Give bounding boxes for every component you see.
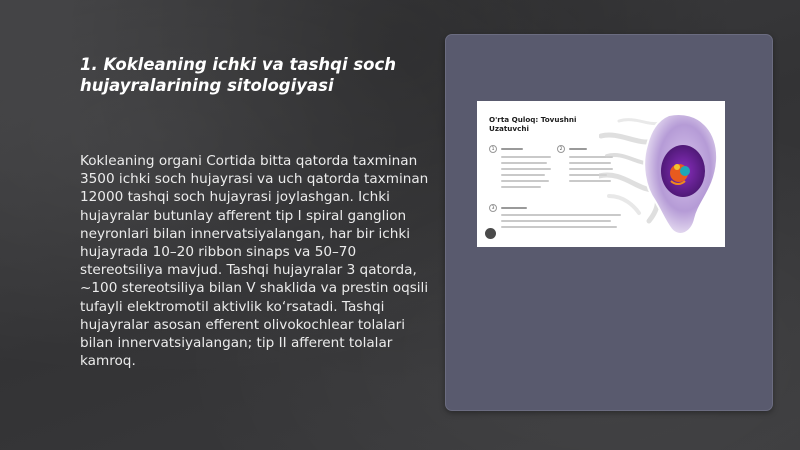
- slide-body-text: Kokleaning organi Cortida bitta qatorda taxminan 3500 ichki soch hujayrasi va uch qatorda taxminan 12000 tashqi soch hujayrasi joylashgan. Ichki hujayralar butunlay afferent tip I spiral ganglion neyronlari bilan innervatsiyalangan, har bir ichki hujayrada 10–20 ribbon sinaps va 50–70 stereotsiliya mavjud. Tashqi hujayralar 3 qatorda, ~100 stereotsiliya bilan V shaklida va prestin oqsili tufayli elektromotil aktivlik ko‘rsatadi. Tashqi hujayralar asosan efferent olivokochlear tolalari bilan innervatsiyalangan; tip II afferent tolalar kamroq.: [80, 153, 429, 370]
- image-panel: [445, 34, 773, 411]
- text-line: [501, 220, 611, 222]
- embedded-slide-image: [477, 101, 725, 247]
- text-line: [501, 174, 545, 176]
- slide-title: 1. Kokleaning ichki va tashqi soch hujayralarining sitologiyasi: [80, 55, 397, 95]
- text-line: [501, 162, 547, 164]
- section-number-3: 3: [489, 204, 497, 212]
- text-line: [501, 168, 551, 170]
- section-number-1: 1: [489, 145, 497, 153]
- logo-icon: [485, 228, 496, 239]
- ear-illustration-icon: [599, 101, 725, 247]
- embedded-slide-title: O'rta Quloq: Tovushni Uzatuvchi: [489, 115, 577, 133]
- text-line: [501, 148, 523, 150]
- section-number-2: 2: [557, 145, 565, 153]
- text-line: [501, 156, 551, 158]
- text-line: [569, 148, 587, 150]
- text-line: [501, 186, 541, 188]
- text-line: [501, 207, 527, 209]
- text-line: [501, 180, 549, 182]
